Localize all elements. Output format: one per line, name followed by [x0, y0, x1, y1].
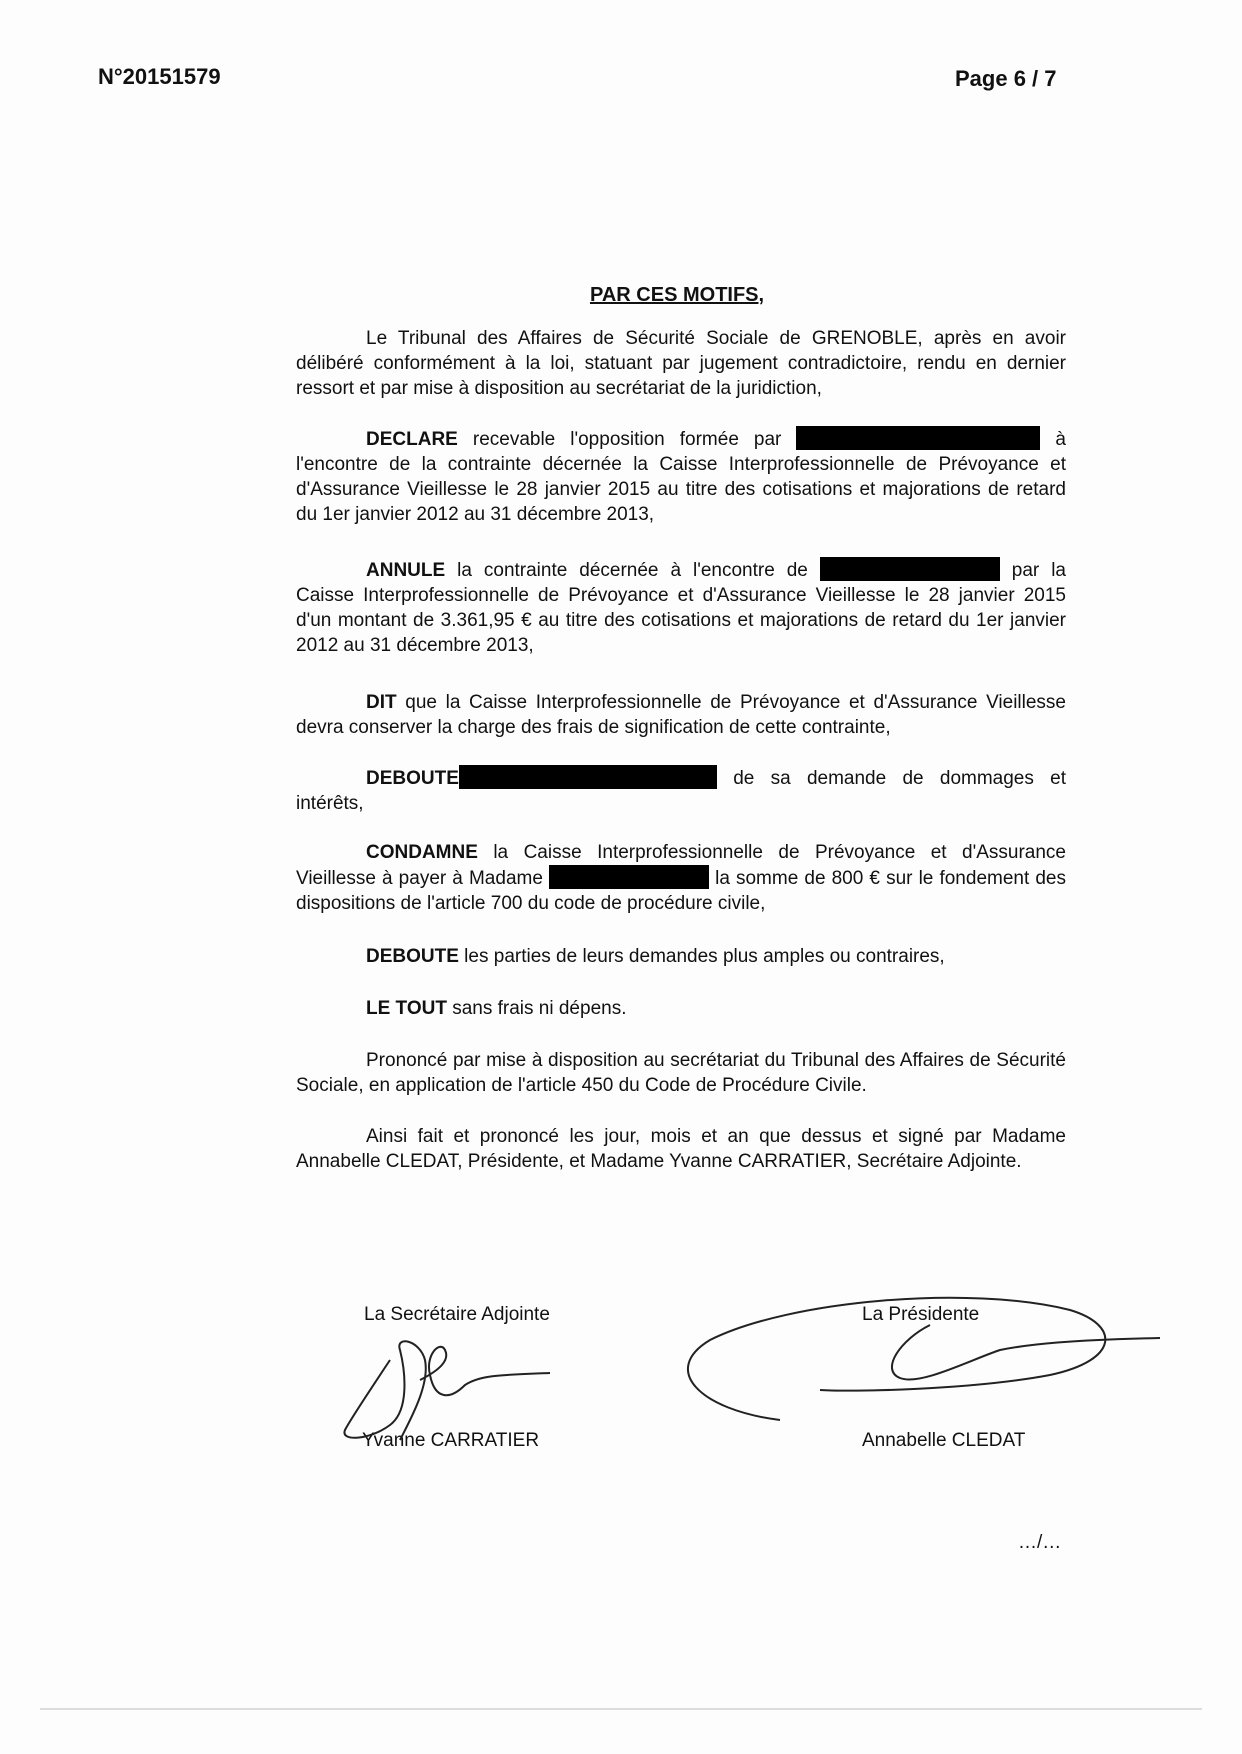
paragraph-le-tout: [296, 996, 1066, 1021]
paragraph-text: Prononcé par mise à disposition au secrétariat du Tribunal des Affaires de Sécurité Sociale, en application de l'article 450 du Code de Procédure Civile.: [296, 1050, 1066, 1096]
president-signature: [670, 1280, 1170, 1440]
paragraph-text: par la Caisse Interprofessionnelle de Prévoyance et d'Assurance Vieillesse le 28 janvier 2015 d'un montant de 3.361,95 € au titre des cotisations et majorations de retard du 1er janvier 2012 au 31 décembre 2013,: [296, 560, 1066, 656]
keyword: LE TOUT: [366, 998, 447, 1019]
paragraph-text: que la Caisse Interprofessionnelle de Prévoyance et d'Assurance Vieillesse devra conserver la charge des frais de signification de cette contrainte,: [296, 692, 1066, 738]
paragraph-text: la Caisse Interprofessionnelle de Prévoyance et d'Assurance Vieillesse à payer à Madame: [296, 842, 1066, 889]
paragraph-annule: [296, 557, 1066, 658]
paragraph-text: la contrainte décernée à l'encontre de: [445, 560, 820, 581]
secretary-signature: [330, 1330, 580, 1450]
redaction-bar: [820, 557, 1000, 581]
paragraph-text: les parties de leurs demandes plus amples ou contraires,: [458, 946, 945, 967]
paragraph-text: Ainsi fait et prononcé les jour, mois et an que dessus et signé par Madame Annabelle CLEDAT, Présidente, et Madame Yvanne CARRATIER, Secrétaire Adjointe.: [296, 1126, 1066, 1172]
paragraph-declare: [296, 426, 1066, 527]
keyword: DIT: [366, 692, 397, 713]
redaction-bar: [459, 765, 717, 789]
keyword: CONDAMNE: [366, 842, 478, 863]
signatory-title-secretary: La Secrétaire Adjointe: [364, 1304, 550, 1325]
keyword: DEBOUTE: [366, 768, 459, 789]
section-title: PAR CES MOTIFS,: [590, 284, 765, 306]
continuation-mark: …/…: [1018, 1532, 1062, 1553]
paragraph-dit: [296, 690, 1066, 740]
paragraph-text: Le Tribunal des Affaires de Sécurité Sociale de GRENOBLE, après en avoir délibéré conformément à la loi, statuant par jugement contradictoire, rendu en dernier ressort et par mise à disposition au secrétariat de la juridiction,: [296, 328, 1066, 399]
redaction-bar: [796, 426, 1040, 450]
paragraph-text: sans frais ni dépens.: [446, 998, 627, 1019]
paragraph-text: à l'encontre de la contrainte décernée la Caisse Interprofessionnelle de Prévoyance et d'Assurance Vieillesse le 28 janvier 2015 au titre des cotisations et majorations de retard du 1er janvier 2012 au 31 décembre 2013,: [296, 429, 1066, 525]
keyword: DEBOUTE: [366, 946, 459, 967]
page-number: Page 6 / 7: [955, 66, 1057, 91]
paragraph-condamne: [296, 840, 1066, 916]
paragraph-text: la somme de 800 € sur le fondement des dispositions de l'article 700 du code de procédure civile,: [296, 868, 1066, 914]
signatory-title-president: La Présidente: [862, 1304, 980, 1325]
paragraph-deboute-2: [296, 944, 1066, 969]
keyword: DECLARE: [366, 429, 458, 450]
paragraph-text: de sa demande de dommages et intérêts,: [296, 768, 1066, 814]
paragraph-ainsi: [296, 1124, 1066, 1174]
redaction-bar: [549, 865, 709, 889]
keyword: ANNULE: [366, 560, 446, 581]
paragraph-prononce: [296, 1048, 1066, 1098]
paragraph-deboute-1: [296, 765, 1066, 816]
paragraph-text: recevable l'opposition formée par: [457, 429, 797, 450]
signatory-name-president: Annabelle CLEDAT: [862, 1430, 1026, 1451]
signatory-name-secretary: Yvanne CARRATIER: [362, 1430, 540, 1451]
paragraph-preamble: [296, 326, 1066, 401]
page-bottom-rule: [40, 1708, 1202, 1710]
case-number: N°20151579: [98, 64, 221, 89]
